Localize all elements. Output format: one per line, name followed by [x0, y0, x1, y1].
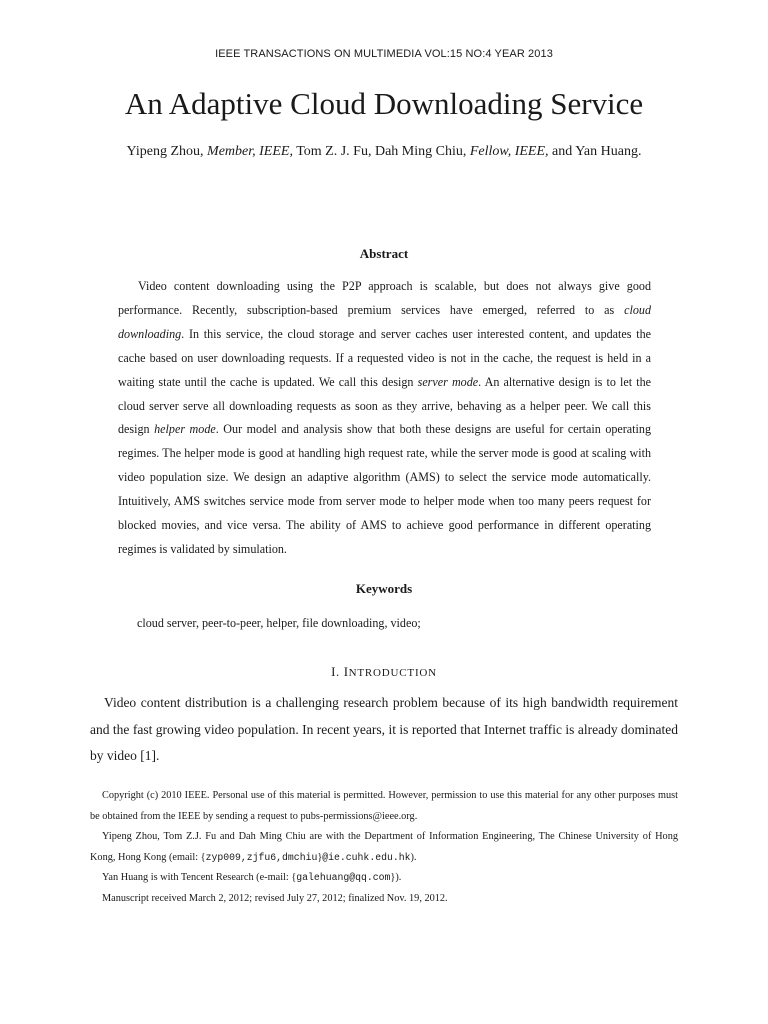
introduction-paragraph: Video content distribution is a challenging research problem because of its high bandwidth requirement and the fast growing video population. In recent years, it is reported that Internet traffic is already dominated by video [1]. — [90, 695, 678, 763]
author-names: Tom Z. J. Fu, Dah Ming Chiu, — [296, 144, 467, 159]
section-title-rest: NTRODUCTION — [348, 667, 437, 679]
abstract-text: . In this service, the cloud storage and server caches user interested content, and updates the cache based on user downloading requests. If a requested video is not in the cache, the request is held in a waiting state until the cache is updated. We call this design — [118, 326, 651, 389]
affiliation-text: ). — [410, 851, 417, 863]
author-membership: Fellow, IEEE, — [469, 144, 549, 159]
affiliation-note — [90, 868, 678, 889]
section-title-initial: I — [343, 664, 349, 679]
author-membership: Member, IEEE, — [207, 144, 293, 159]
paper-title: An Adaptive Cloud Downloading Service — [124, 86, 644, 121]
author-line — [0, 142, 768, 162]
affiliation-text: Yan Huang is with Tencent Research (e-mail: { — [102, 872, 297, 884]
abstract-paragraph — [118, 275, 651, 562]
affiliation-text: } — [317, 851, 323, 863]
abstract-text: . An alternative design is to let the cloud server serve all downloading requests as soon as they arrive, behaving as a helper peer. We call this design — [118, 374, 651, 437]
author-name: Yipeng Zhou, — [126, 144, 204, 159]
affiliation-text: }). — [390, 872, 402, 884]
manuscript-dates: Manuscript received March 2, 2012; revised July 27, 2012; finalized Nov. 19, 2012. — [102, 892, 448, 904]
keywords-heading: Keywords — [355, 581, 413, 596]
section-number: I. — [331, 664, 340, 679]
section-heading — [0, 662, 768, 683]
abstract-body — [118, 275, 651, 562]
author-name: and Yan Huang. — [552, 144, 642, 159]
emphasis-term: server mode — [417, 374, 479, 389]
copyright-notice: Copyright (c) 2010 IEEE. Personal use of this material is permitted. However, permission to use this material for any other purposes must be obtained from the IEEE by sending a request to pubs-permissions@ieee.org. — [90, 790, 678, 822]
introduction-body — [90, 690, 678, 770]
journal-header: IEEE TRANSACTIONS ON MULTIMEDIA VOL:15 NO:4 YEAR 2013 — [215, 48, 553, 60]
email-domain: @ie.cuhk.edu.hk — [322, 851, 411, 863]
emphasis-term: helper mode — [154, 422, 216, 437]
email-users: zyp009,zjfu6,dmchiu — [205, 851, 318, 863]
abstract-text: Video content downloading using the P2P approach is scalable, but does not always give good performance. Recently, subscription-based premium services have emerged, referred to as — [118, 279, 651, 317]
emphasis-term: cloud downloading — [118, 302, 651, 341]
footnotes — [90, 786, 678, 910]
affiliation-text: Yipeng Zhou, Tom Z.J. Fu and Dah Ming Chiu are with the Department of Information Engineering, The Chinese University of Hong Kong, Hong Kong (email: { — [90, 831, 678, 863]
abstract-text: . Our model and analysis show that both these designs are useful for certain operating regimes. The helper mode is good at handling high request rate, while the server mode is good at scaling with video population size. We design an adaptive algorithm (AMS) to select the service mode automatically. Intuitively, AMS switches service mode from server mode to helper mode when too many peers request for blocked movies, and vice versa. The ability of AMS to achieve good performance in different operating regimes is validated by simulation. — [118, 422, 651, 556]
keywords-list: cloud server, peer-to-peer, helper, file downloading, video; — [137, 616, 421, 630]
abstract-heading: Abstract — [359, 246, 409, 261]
affiliation-note — [90, 827, 678, 868]
email-address: galehuang@qq.com — [296, 872, 391, 884]
